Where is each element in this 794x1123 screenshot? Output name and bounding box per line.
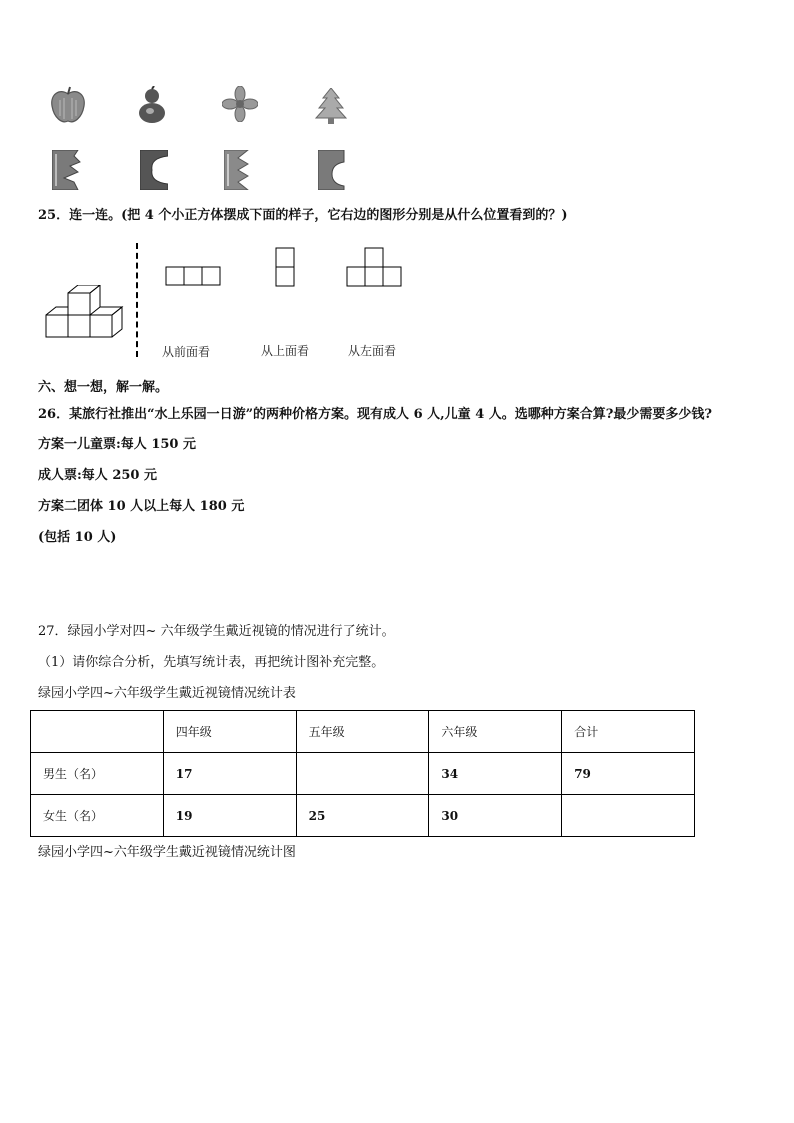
table-cell: 79 xyxy=(562,753,695,795)
table-header-row xyxy=(31,711,695,753)
dashed-divider xyxy=(136,243,138,357)
table-row xyxy=(31,795,695,837)
table-cell: 17 xyxy=(163,753,296,795)
table-header-cell: 四年级 xyxy=(163,711,296,753)
cube-arrangement-figure xyxy=(44,285,124,345)
apple-image xyxy=(50,86,86,126)
table-cell: 25 xyxy=(296,795,429,837)
view-left-shape xyxy=(346,247,402,287)
table-cell: 34 xyxy=(429,753,562,795)
half-shape-d-image xyxy=(318,150,348,190)
tree-image xyxy=(315,88,347,124)
table-cell: 30 xyxy=(429,795,562,837)
section-6-heading: 六、想一想，解一解。 xyxy=(38,380,169,395)
question-26-text: 26．某旅行社推出“水上乐园一日游”的两种价格方案。现有成人 6 人,儿童 4 人。选哪种方案合算?最少需要多少钱? xyxy=(38,407,713,422)
table-header-cell: 六年级 xyxy=(429,711,562,753)
gourd-image xyxy=(136,86,168,124)
caption-top-view: 从上面看 xyxy=(261,344,310,358)
table-title: 绿园小学四~六年级学生戴近视镜情况统计表 xyxy=(38,686,296,701)
question-27-part1: （1）请你综合分析，先填写统计表，再把统计图补充完整。 xyxy=(38,655,385,670)
table-header-cell: 合计 xyxy=(562,711,695,753)
half-shape-b-image xyxy=(140,150,168,190)
question-25-text: 25．连一连。(把 4 个小正方体摆成下面的样子，它右边的图形分别是从什么位置看到的？) xyxy=(38,208,568,223)
table-header-cell: 五年级 xyxy=(296,711,429,753)
chart-title: 绿园小学四~六年级学生戴近视镜情况统计图 xyxy=(38,845,296,860)
plan1-adult-ticket: 成人票:每人 250 元 xyxy=(38,468,157,483)
half-shape-c-image xyxy=(224,150,254,190)
plan2-note: (包括 10 人) xyxy=(38,530,117,545)
table-row-label: 女生（名） xyxy=(31,795,164,837)
caption-left-view: 从左面看 xyxy=(348,344,397,358)
table-cell-blank[interactable] xyxy=(296,753,429,795)
plan2-group-ticket: 方案二团体 10 人以上每人 180 元 xyxy=(38,499,245,514)
flower-image xyxy=(222,86,258,122)
statistics-table xyxy=(30,710,695,837)
view-front-shape xyxy=(165,266,221,286)
view-top-shape xyxy=(275,247,295,287)
caption-front-view: 从前面看 xyxy=(162,345,211,359)
plan1-child-ticket: 方案一儿童票:每人 150 元 xyxy=(38,437,196,452)
half-shape-a-image xyxy=(52,150,82,190)
table-cell: 19 xyxy=(163,795,296,837)
table-row-label: 男生（名） xyxy=(31,753,164,795)
table-cell-blank[interactable] xyxy=(562,795,695,837)
question-27-text: 27．绿园小学对四~ 六年级学生戴近视镜的情况进行了统计。 xyxy=(38,624,395,639)
table-row xyxy=(31,753,695,795)
table-header-cell xyxy=(31,711,164,753)
